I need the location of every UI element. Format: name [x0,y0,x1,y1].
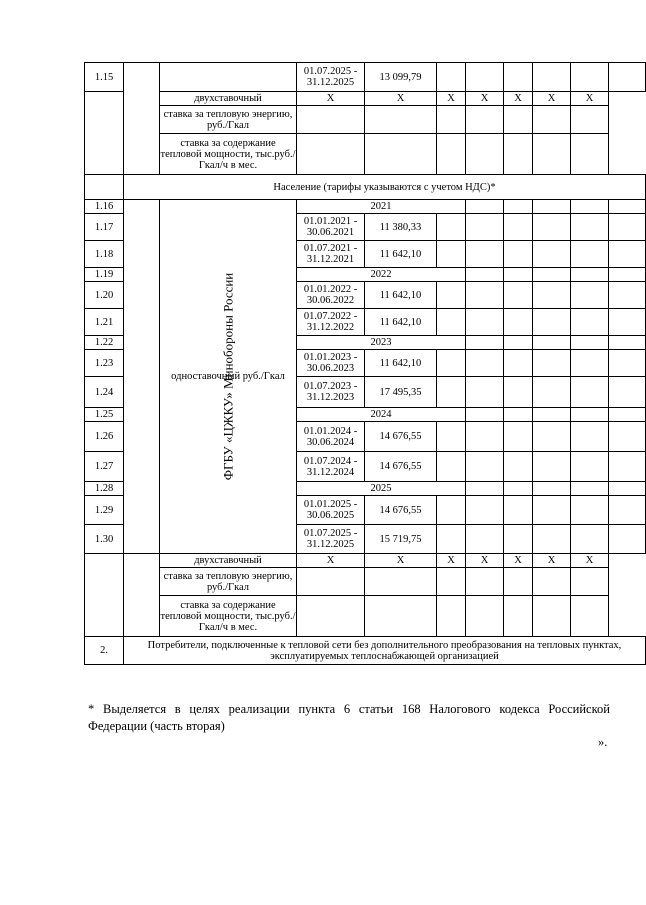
tariff-value: 11 642,10 [365,350,437,377]
row-number: 1.19 [85,268,124,282]
x-cell: X [437,92,466,106]
row-number: 1.23 [85,350,124,377]
period-cell: 01.01.2023 - 30.06.2023 [297,350,365,377]
table-row [85,554,646,568]
section-row [85,175,646,200]
section-row [85,637,646,665]
table-row [85,63,646,92]
tariff-value: 15 719,75 [365,525,437,554]
tariff-value: 14 676,55 [365,422,437,452]
table-row [85,568,646,596]
section-title: Потребители, подключенные к тепловой сети без дополнительного преобразования на тепловых пунктах, эксплуатируемых теплоснабжающей организацией [124,637,646,665]
year-cell: 2022 [297,268,466,282]
x-cell: X [437,554,466,568]
row-number: 1.24 [85,377,124,408]
row-number: 1.29 [85,496,124,525]
period-cell: 01.07.2025 - 31.12.2025 [297,63,365,92]
row-number: 1.22 [85,336,124,350]
energy-rate-label: ставка за тепловую энергию, руб./Гкал [160,106,297,134]
desc-cell [160,63,297,92]
x-cell: X [504,554,533,568]
tariff-value: 14 676,55 [365,452,437,482]
period-cell: 01.01.2025 - 30.06.2025 [297,496,365,525]
year-cell: 2025 [297,482,466,496]
org-cell-top [124,63,160,175]
tariff-value: 11 380,33 [365,214,437,241]
x-cell: X [365,92,437,106]
one-rate-label: одноставочный руб./Гкал [171,371,285,382]
x-cell: X [571,554,609,568]
row-number: 1.21 [85,309,124,336]
row-number: 1.16 [85,200,124,214]
tariff-value: 17 495,35 [365,377,437,408]
x-cell: X [466,554,504,568]
x-cell: X [504,92,533,106]
tariff-value: 14 676,55 [365,496,437,525]
section-title: Население (тарифы указываются с учетом НДС)* [124,175,646,200]
table-row [85,92,646,106]
two-rate-label: двухставочный [160,92,297,106]
row-number: 1.15 [85,63,124,92]
period-cell: 01.07.2024 - 31.12.2024 [297,452,365,482]
x-cell: X [297,554,365,568]
x-cell: X [533,92,571,106]
table-row [85,200,646,214]
capacity-rate-label: ставка за содержание тепловой мощности, тыс.руб./Гкал/ч в мес. [160,134,297,175]
table-row [85,596,646,637]
row-number: 1.27 [85,452,124,482]
tariff-value: 11 642,10 [365,309,437,336]
row-number: 2. [85,637,124,665]
x-cell: X [297,92,365,106]
two-rate-label: двухставочный [160,554,297,568]
tariff-value: 13 099,79 [365,63,437,92]
energy-rate-label: ставка за тепловую энергию, руб./Гкал [160,568,297,596]
period-cell: 01.07.2022 - 31.12.2022 [297,309,365,336]
x-cell: X [365,554,437,568]
year-cell: 2024 [297,408,466,422]
period-cell: 01.01.2022 - 30.06.2022 [297,282,365,309]
table-row [85,134,646,175]
row-number: 1.20 [85,282,124,309]
footnote: * Выделяется в целях реализации пункта 6 статьи 168 Налогового кодекса Российской Федерации (часть вторая) [88,702,610,733]
year-cell: 2021 [297,200,466,214]
period-cell: 01.07.2021 - 31.12.2021 [297,241,365,268]
year-cell: 2023 [297,336,466,350]
tariff-value: 11 642,10 [365,241,437,268]
period-cell: 01.01.2024 - 30.06.2024 [297,422,365,452]
closing-quote: ». [598,735,608,749]
x-cell: X [533,554,571,568]
x-cell: X [571,92,609,106]
capacity-rate-label: ставка за содержание тепловой мощности, тыс.руб./Гкал/ч в мес. [160,596,297,637]
row-number: 1.25 [85,408,124,422]
row-number: 1.17 [85,214,124,241]
tariff-table [84,62,646,665]
org-name: ФГБУ «ЦЖКУ» Минобороны России [220,272,236,480]
period-cell: 01.01.2021 - 30.06.2021 [297,214,365,241]
x-cell: X [466,92,504,106]
tariff-value: 11 642,10 [365,282,437,309]
table-row [85,106,646,134]
row-number: 1.28 [85,482,124,496]
period-cell: 01.07.2025 - 31.12.2025 [297,525,365,554]
row-number: 1.30 [85,525,124,554]
period-cell: 01.07.2023 - 31.12.2023 [297,377,365,408]
row-number: 1.26 [85,422,124,452]
row-number: 1.18 [85,241,124,268]
